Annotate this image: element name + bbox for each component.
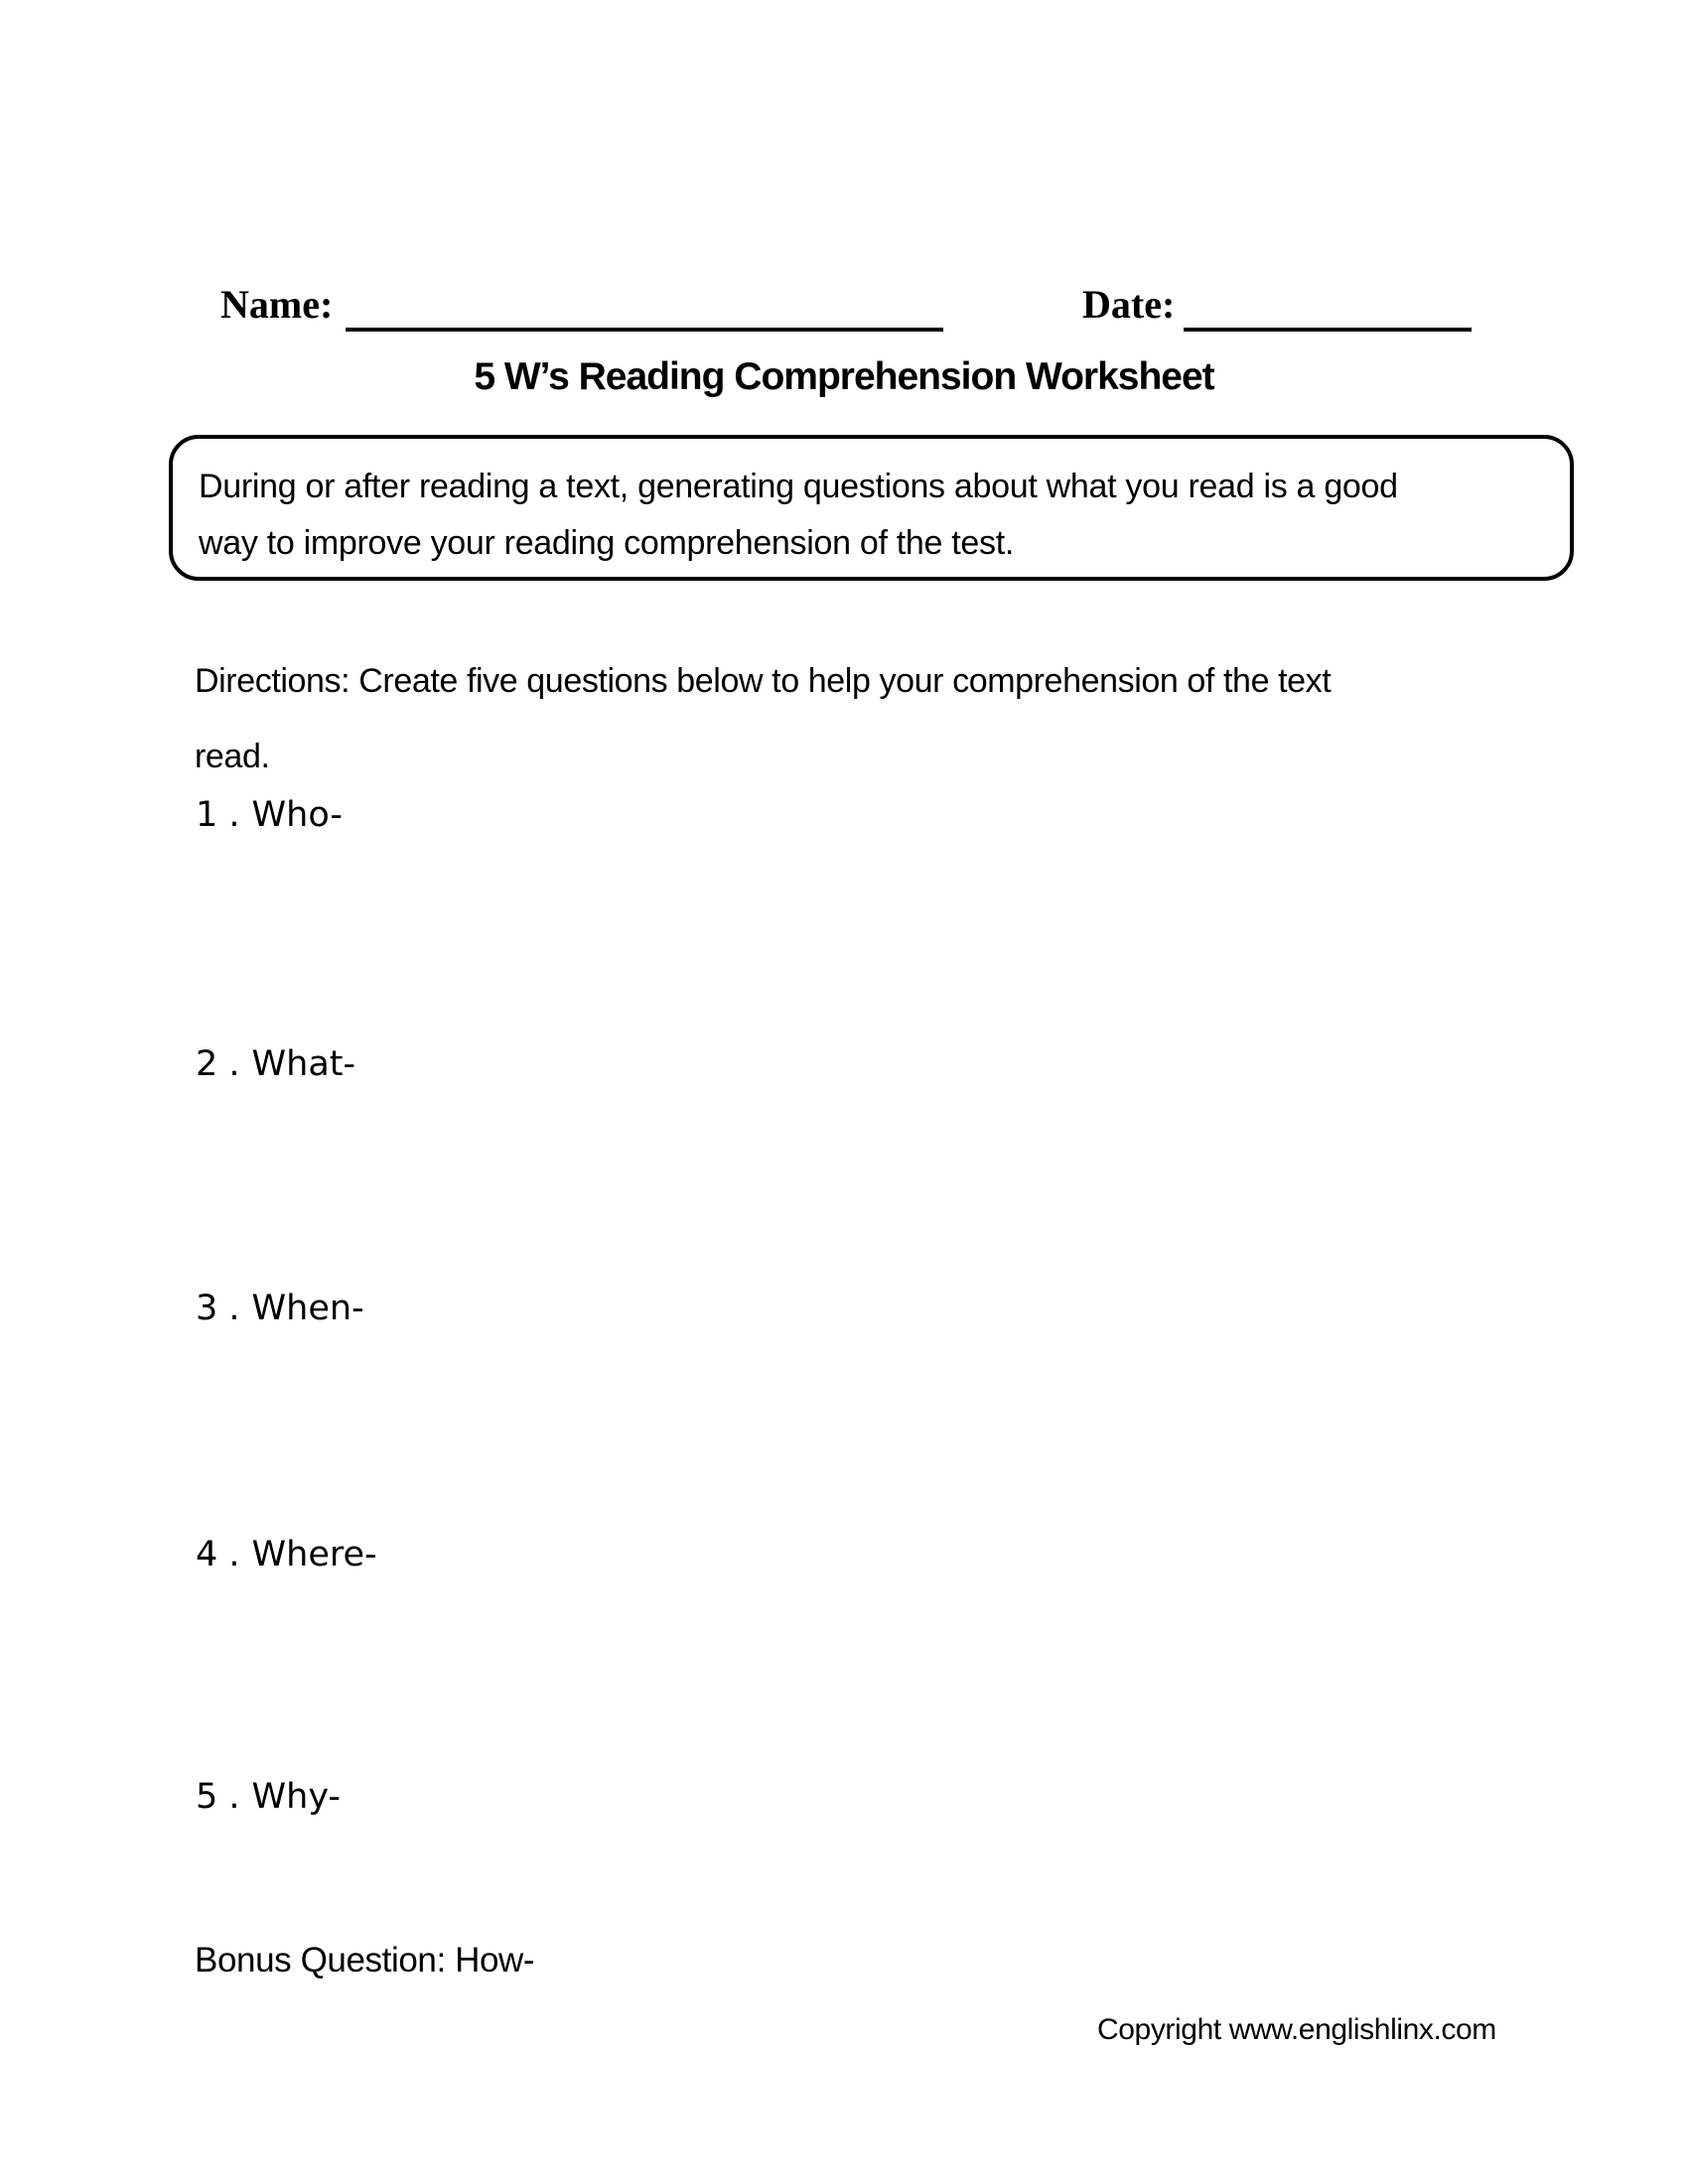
date-fill-in-line[interactable] [1184, 328, 1472, 332]
question-item-why [196, 1776, 341, 1818]
question-label: Why- [251, 1777, 342, 1817]
directions-text-line-1: Directions: Create five questions below to help your comprehension of the text [195, 662, 1332, 700]
question-number: 2 . [196, 1044, 240, 1084]
name-label: Name: [220, 282, 334, 327]
instruction-box [169, 435, 1574, 581]
directions-text [195, 643, 1331, 794]
question-number: 3 . [196, 1289, 240, 1328]
question-number: 1 . [196, 795, 240, 835]
question-item-when [196, 1288, 364, 1329]
question-item-where [196, 1534, 377, 1575]
instruction-text-line-1: During or after reading a text, generating questions about what you read is a good [199, 468, 1398, 505]
instruction-text-line-2: way to improve your reading comprehension of the test. [199, 524, 1015, 562]
bonus-question-label: Bonus Question: How- [195, 1941, 535, 1979]
question-number: 4 . [196, 1535, 240, 1574]
question-label: Where- [251, 1535, 377, 1574]
question-label: Who- [251, 795, 344, 835]
question-number: 5 . [196, 1777, 240, 1817]
question-item-who [196, 794, 343, 836]
name-fill-in-line[interactable] [346, 328, 943, 332]
copyright-text: Copyright www.englishlinx.com [1097, 2013, 1496, 2046]
question-label: When- [251, 1289, 364, 1328]
directions-text-line-2: read. [195, 738, 270, 775]
page-title: 5 W’s Reading Comprehension Worksheet [474, 355, 1214, 398]
date-label: Date: [1082, 282, 1176, 327]
question-item-what [196, 1043, 355, 1085]
question-label: What- [251, 1044, 356, 1084]
